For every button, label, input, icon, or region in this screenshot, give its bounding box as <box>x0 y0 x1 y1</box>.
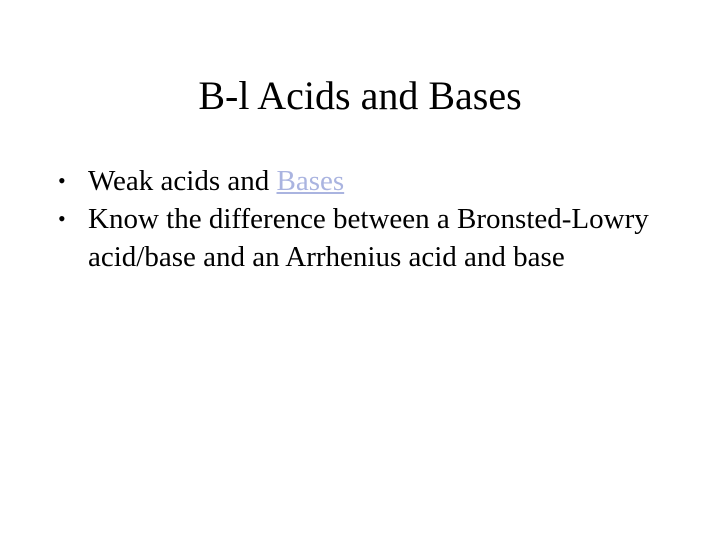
bases-link[interactable]: Bases <box>276 165 345 197</box>
bullet-item-bronsted-arrhenius <box>58 200 668 276</box>
bullet-item-weak-acids <box>58 162 668 200</box>
bullet-text: Know the difference between a Bronsted-Lowry acid/base and an Arrhenius acid and base <box>88 203 649 273</box>
bullet-text: Weak acids and <box>88 165 277 197</box>
bullet-marker: • <box>58 168 66 193</box>
bullet-list <box>58 162 668 276</box>
bullet-marker: • <box>58 206 66 231</box>
slide-title: B-l Acids and Bases <box>198 73 522 118</box>
